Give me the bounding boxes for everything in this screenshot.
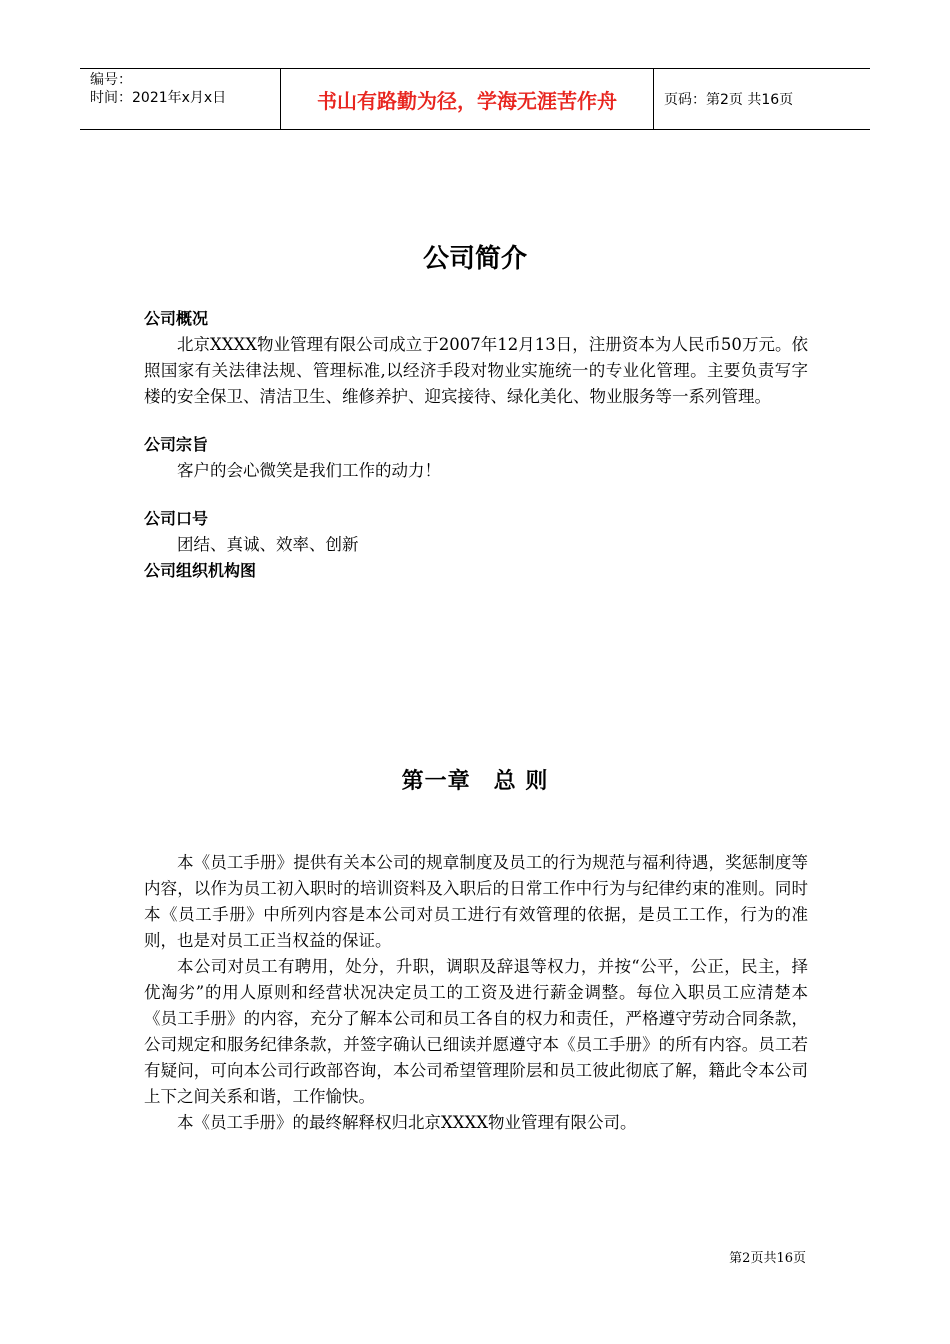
intro-content bbox=[144, 306, 808, 584]
header-page-number: 页码：第2页 共16页 bbox=[664, 92, 794, 108]
page-header bbox=[80, 68, 870, 130]
chapter-paragraph: 本《员工手册》的最终解释权归北京XXXX物业管理有限公司。 bbox=[177, 1113, 637, 1132]
header-meta bbox=[80, 69, 281, 129]
section-heading-org-chart: 公司组织机构图 bbox=[144, 561, 257, 580]
section-heading-purpose: 公司宗旨 bbox=[144, 435, 209, 454]
section-heading-slogan: 公司口号 bbox=[144, 509, 209, 528]
document-time: 时间：2021年x月x日 bbox=[90, 90, 227, 106]
document-number: 编号： bbox=[90, 72, 132, 88]
section-text-overview: 北京XXXX物业管理有限公司成立于2007年12月13日，注册资本为人民币50万元。依照国家有关法律法规、管理标准,以经济手段对物业实施统一的专业化管理。主要负责写字楼的安全保卫、清洁卫生、维修养护、迎宾接待、绿化美化、物业服务等一系列管理。 bbox=[144, 335, 808, 406]
chapter-paragraph: 本《员工手册》提供有关本公司的规章制度及员工的行为规范与福利待遇，奖惩制度等内容，以作为员工初入职时的培训资料及入职后的日常工作中行为与纪律约束的准则。同时本《员工手册》中所列内容是本公司对员工进行有效管理的依据，是员工工作，行为的准则，也是对员工正当权益的保证。 bbox=[144, 853, 808, 950]
section-text-purpose: 客户的会心微笑是我们工作的动力！ bbox=[177, 461, 441, 480]
intro-title: 公司简介 bbox=[422, 244, 527, 274]
chapter-paragraph: 本公司对员工有聘用，处分，升职，调职及辞退等权力，并按“公平，公正，民主，择优淘劣”的用人原则和经营状况决定员工的工资及进行薪金调整。每位入职员工应清楚本《员工手册》的内容，充分了解本公司和员工各自的权力和责任，严格遵守劳动合同条款，公司规定和服务纪律条款，并签字确认已细读并愿遵守本《员工手册》的所有内容。员工若有疑问，可向本公司行政部咨询，本公司希望管理阶层和员工彼此彻底了解，籍此令本公司上下之间关系和谐，工作愉快。 bbox=[144, 957, 808, 1106]
page-footer: 第2页共16页 bbox=[729, 1251, 806, 1266]
chapter-title: 第一章 总 则 bbox=[401, 769, 549, 794]
section-text-slogan: 团结、真诚、效率、创新 bbox=[177, 535, 359, 554]
header-motto: 书山有路勤为径，学海无涯苦作舟 bbox=[281, 69, 654, 129]
chapter-content bbox=[144, 850, 808, 1136]
section-heading-overview: 公司概况 bbox=[144, 309, 209, 328]
